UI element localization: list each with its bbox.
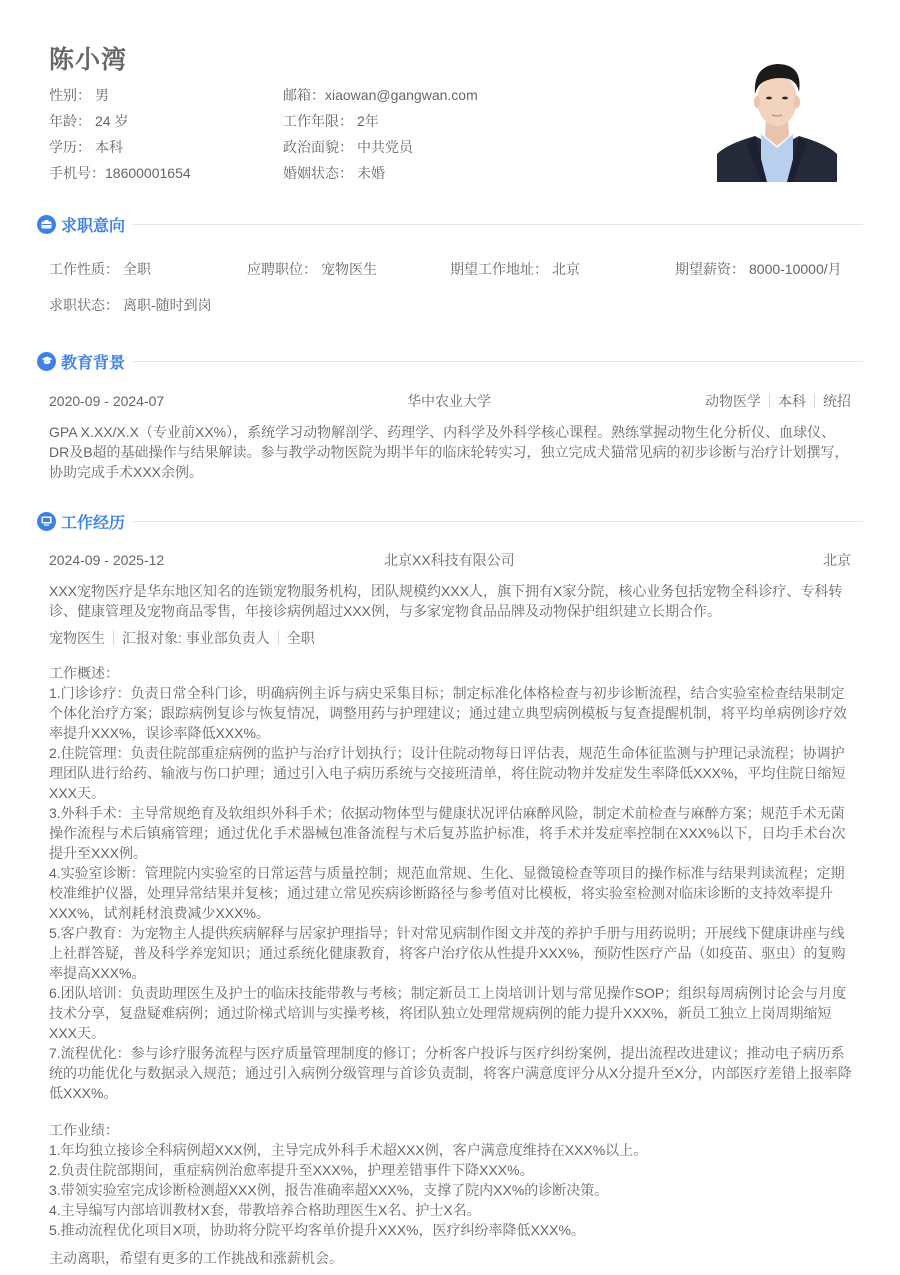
overview-item: 6.团队培训：负责助理医生及护士的临床技能带教与考核；制定新员工上岗培训计划与常见操作SOP；组织每周病例讨论会与月度技术分享，复盘疑难病例；通过阶梯式培训与实操考核，将团队独立处理常规病例的能力提升XXX%，新员工独立上岗周期缩短XXX天。 <box>49 985 847 1041</box>
overview-item: 7.流程优化：参与诊疗服务流程与医疗质量管理制度的修订；分析客户投诉与医疗纠纷案例，提出流程改进建议；推动电子病历系统的功能优化与数据录入规范；通过引入病例分级管理与首诊负责制，将客户满意度评分从X分提升至X分，内部医疗差错上报率降低XXX%。 <box>49 1045 852 1101</box>
section-title: 工作经历 <box>61 514 126 532</box>
info-email: 邮箱：xiaowan@gangwan.com <box>283 87 478 103</box>
work-period: 2024-09 - 2025-12 <box>49 552 165 568</box>
tag-separator <box>278 631 279 645</box>
overview-item: 2.住院管理：负责住院部重症病例的监护与治疗计划执行；设计住院动物每日评估表，规范生命体征监测与护理记录流程；协调护理团队进行给药、输液与伤口护理；通过引入电子病历系统与交接班清单，将住院动物并发症发生率降低XXX%，平均住院日缩短XXX天。 <box>49 745 846 801</box>
education-degree: 本科 <box>778 393 806 409</box>
education-tags <box>705 391 851 411</box>
work-role: 宠物医生 <box>49 630 105 646</box>
work-report-to: 汇报对象: 事业部负责人 <box>122 630 270 646</box>
company-description: XXX宠物医疗是华东地区知名的连锁宠物服务机构，团队规模约XXX人，旗下拥有X家分院，核心业务包括宠物全科诊疗、专科转诊、健康管理及宠物商品零售，年接诊病例超过XXX例，与多家宠物食品品牌及动物保护组织建立长期合作。 <box>49 583 843 619</box>
info-political-status: 政治面貌： 中共党员 <box>283 139 413 155</box>
section-header-education <box>37 349 863 373</box>
info-phone: 手机号：18600001654 <box>49 165 191 181</box>
work-location: 北京 <box>823 552 851 568</box>
info-marital-status: 婚姻状态： 未婚 <box>283 165 385 181</box>
intention-salary: 期望薪资： 8000-10000/月 <box>675 261 842 277</box>
education-major: 动物医学 <box>705 393 761 409</box>
work-achievements <box>49 1120 855 1240</box>
achievement-item: 5.推动流程优化项目X项，协助将分院平均客单价提升XXX%，医疗纠纷率降低XXX%。 <box>49 1222 585 1238</box>
briefcase-icon <box>37 215 56 234</box>
overview-item: 1.门诊诊疗：负责日常全科门诊，明确病例主诉与病史采集目标；制定标准化体格检查与初步诊断流程，结合实验室检查结果制定个体化治疗方案；跟踪病例复诊与恢复情况，调整用药与护理建议；通过建立典型病例模板与复查提醒机制，将平均单病例诊疗效率提升XXX%，误诊率降低XXX%。 <box>49 685 847 741</box>
section-header-job-intention <box>37 212 863 236</box>
info-age: 年龄： 24 岁 <box>49 113 129 129</box>
overview-item: 4.实验室诊断：管理院内实验室的日常运营与质量控制；规范血常规、生化、显微镜检查等项目的操作标准与结果判读流程；定期校准维护仪器，处理异常结果并复核；通过建立常见疾病诊断路径与参考值对比模板，将实验室检测对临床诊断的支持效率提升XXX%，试剂耗材浪费减少XXX%。 <box>49 865 845 921</box>
section-divider <box>133 224 863 225</box>
intention-location: 期望工作地址： 北京 <box>450 261 580 277</box>
candidate-name: 陈小湾 <box>49 46 128 74</box>
info-work-years: 工作年限： 2年 <box>283 113 379 129</box>
leave-reason: 主动离职，希望有更多的工作挑战和涨薪机会。 <box>49 1250 343 1266</box>
intention-position: 应聘职位： 宠物医生 <box>247 261 377 277</box>
achievement-item: 4.主导编写内部培训教材X套，带教培养合格助理医生X名、护士X名。 <box>49 1202 481 1218</box>
section-header-work <box>37 509 863 533</box>
achievement-item: 1.年均独立接诊全科病例超XXX例，主导完成外科手术超XXX例，客户满意度维持在XXX%以上。 <box>49 1142 648 1158</box>
overview-item: 3.外科手术：主导常规绝育及软组织外科手术；依据动物体型与健康状况评估麻醉风险，制定术前检查与麻醉方案；规范手术无菌操作流程与术后镇痛管理；通过优化手术器械包准备流程与术后复苏监护标准，将手术并发症率控制在XXX%以下，日均手术台次提升至XXX例。 <box>49 805 846 861</box>
section-title: 求职意向 <box>61 217 126 235</box>
work-company: 北京XX科技有限公司 <box>384 552 515 568</box>
portrait-illustration <box>717 52 837 182</box>
education-enrollment: 统招 <box>823 393 851 409</box>
tag-separator <box>113 631 114 645</box>
overview-item: 5.客户教育：为宠物主人提供疾病解释与居家护理指导；针对常见病制作图文并茂的养护手册与用药说明；开展线下健康讲座与线上社群答疑，普及科学养宠知识；通过系统化健康教育，将客户治疗依从性提升XXX%，预防性医疗产品（如疫苗、驱虫）的复购率提高XXX%。 <box>49 925 846 981</box>
overview-title: 工作概述： <box>49 665 119 681</box>
work-type: 全职 <box>286 630 315 646</box>
section-divider <box>133 521 863 522</box>
achievements-title: 工作业绩： <box>49 1122 119 1138</box>
work-tags <box>49 628 315 648</box>
section-divider <box>133 361 863 362</box>
section-title: 教育背景 <box>61 354 126 372</box>
work-overview <box>49 663 855 1103</box>
education-description: GPA X.XX/X.X（专业前XX%），系统学习动物解剖学、药理学、内科学及外科学核心课程。熟练掌握动物生化分析仪、血球仪、DR及B超的基础操作与结果解读。参与教学动物医院为期半年的临床轮转实习，独立完成犬猫常见病的初步诊断与治疗计划撰写，协助完成手术XXX余例。 <box>49 424 849 480</box>
education-school: 华中农业大学 <box>407 393 491 409</box>
intention-work-type: 工作性质： 全职 <box>49 261 151 277</box>
education-period: 2020-09 - 2024-07 <box>49 393 165 409</box>
intention-status: 求职状态： 离职-随时到岗 <box>49 297 212 313</box>
graduation-cap-icon <box>37 352 56 371</box>
info-education: 学历： 本科 <box>49 139 123 155</box>
monitor-icon <box>37 512 56 531</box>
tag-separator <box>769 394 770 408</box>
profile-photo <box>717 52 837 182</box>
tag-separator <box>814 394 815 408</box>
achievement-item: 2.负责住院部期间，重症病例治愈率提升至XXX%，护理差错事件下降XXX%。 <box>49 1162 534 1178</box>
achievement-item: 3.带领实验室完成诊断检测超XXX例，报告准确率超XXX%，支撑了院内XX%的诊断决策。 <box>49 1182 609 1198</box>
info-gender: 性别： 男 <box>49 87 109 103</box>
